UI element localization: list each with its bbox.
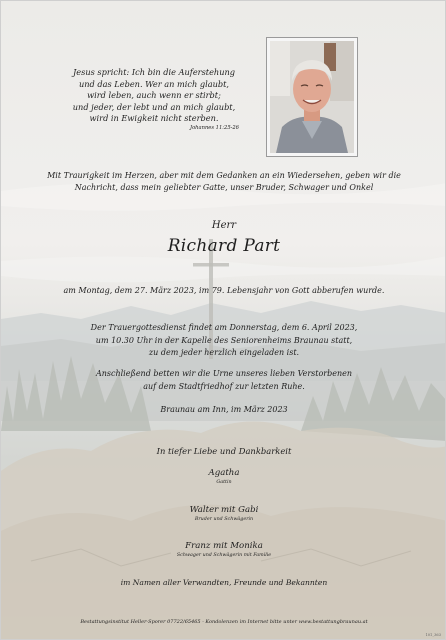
mourner-relation: Bruder und Schwägerin bbox=[194, 517, 254, 522]
verse-source: Johannes 11:25-26 bbox=[189, 124, 239, 131]
service-info bbox=[1, 322, 446, 360]
salutation: Herr bbox=[211, 220, 237, 231]
mourner-entry bbox=[1, 540, 446, 559]
deceased-name: Richard Part bbox=[167, 236, 281, 256]
intro-line: Mit Traurigkeit im Herzen, aber mit dem Gedanken an ein Wiedersehen, geben wir die bbox=[47, 171, 401, 180]
service-line: Der Trauergottesdienst findet am Donnerstag, dem 6. April 2023, bbox=[90, 323, 358, 332]
mourner-name: Franz mit Monika bbox=[185, 541, 263, 551]
mourner-name: Walter mit Gabi bbox=[189, 505, 259, 515]
funeral-home-footer: Bestattungsinstitut Heller-Sporer 07722/65465 · Kondolenzen im Internet bitte unter www.bestattungbraunau.at bbox=[80, 619, 368, 625]
burial-info bbox=[1, 368, 446, 393]
service-line: zu dem jeder herzlich eingeladen ist. bbox=[148, 348, 300, 357]
mourner-entry bbox=[1, 504, 446, 523]
place-date: Braunau am Inn, im März 2023 bbox=[160, 405, 288, 414]
burial-line: auf dem Stadtfriedhof zur letzten Ruhe. bbox=[143, 381, 305, 391]
verse-line: und das Leben. Wer an mich glaubt, bbox=[78, 78, 230, 89]
mourner-name: Agatha bbox=[208, 468, 240, 478]
verse-line: wird leben, auch wenn er stirbt; bbox=[87, 90, 221, 101]
document-code: 101_363 bbox=[425, 633, 441, 637]
portrait-photo bbox=[266, 37, 358, 157]
bible-verse bbox=[63, 67, 245, 132]
relatives-line: im Namen aller Verwandten, Freunde und Bekannten bbox=[120, 578, 328, 587]
verse-line: wird in Ewigkeit nicht sterben. bbox=[89, 113, 219, 124]
portrait-image bbox=[270, 41, 354, 153]
intro-line: Nachricht, dass mein geliebter Gatte, unser Bruder, Schwager und Onkel bbox=[74, 183, 374, 192]
death-notice: am Montag, dem 27. März 2023, im 79. Lebensjahr von Gott abberufen wurde. bbox=[63, 286, 385, 295]
verse-line: und jeder, der lebt und an mich glaubt, bbox=[72, 101, 236, 112]
grief-line: In tiefer Liebe und Dankbarkeit bbox=[156, 446, 292, 456]
burial-line: Anschließend betten wir die Urne unseres lieben Verstorbenen bbox=[95, 369, 353, 378]
intro-text bbox=[1, 170, 446, 194]
service-line: um 10.30 Uhr in der Kapelle des Seniorenheims Braunau statt, bbox=[95, 335, 353, 345]
verse-line: Jesus spricht: Ich bin die Auferstehung bbox=[72, 67, 235, 77]
mourner-relation: Schwager und Schwägerin mit Familie bbox=[176, 553, 272, 558]
mourner-relation: Gattin bbox=[216, 480, 232, 485]
mourner-entry bbox=[1, 467, 446, 486]
